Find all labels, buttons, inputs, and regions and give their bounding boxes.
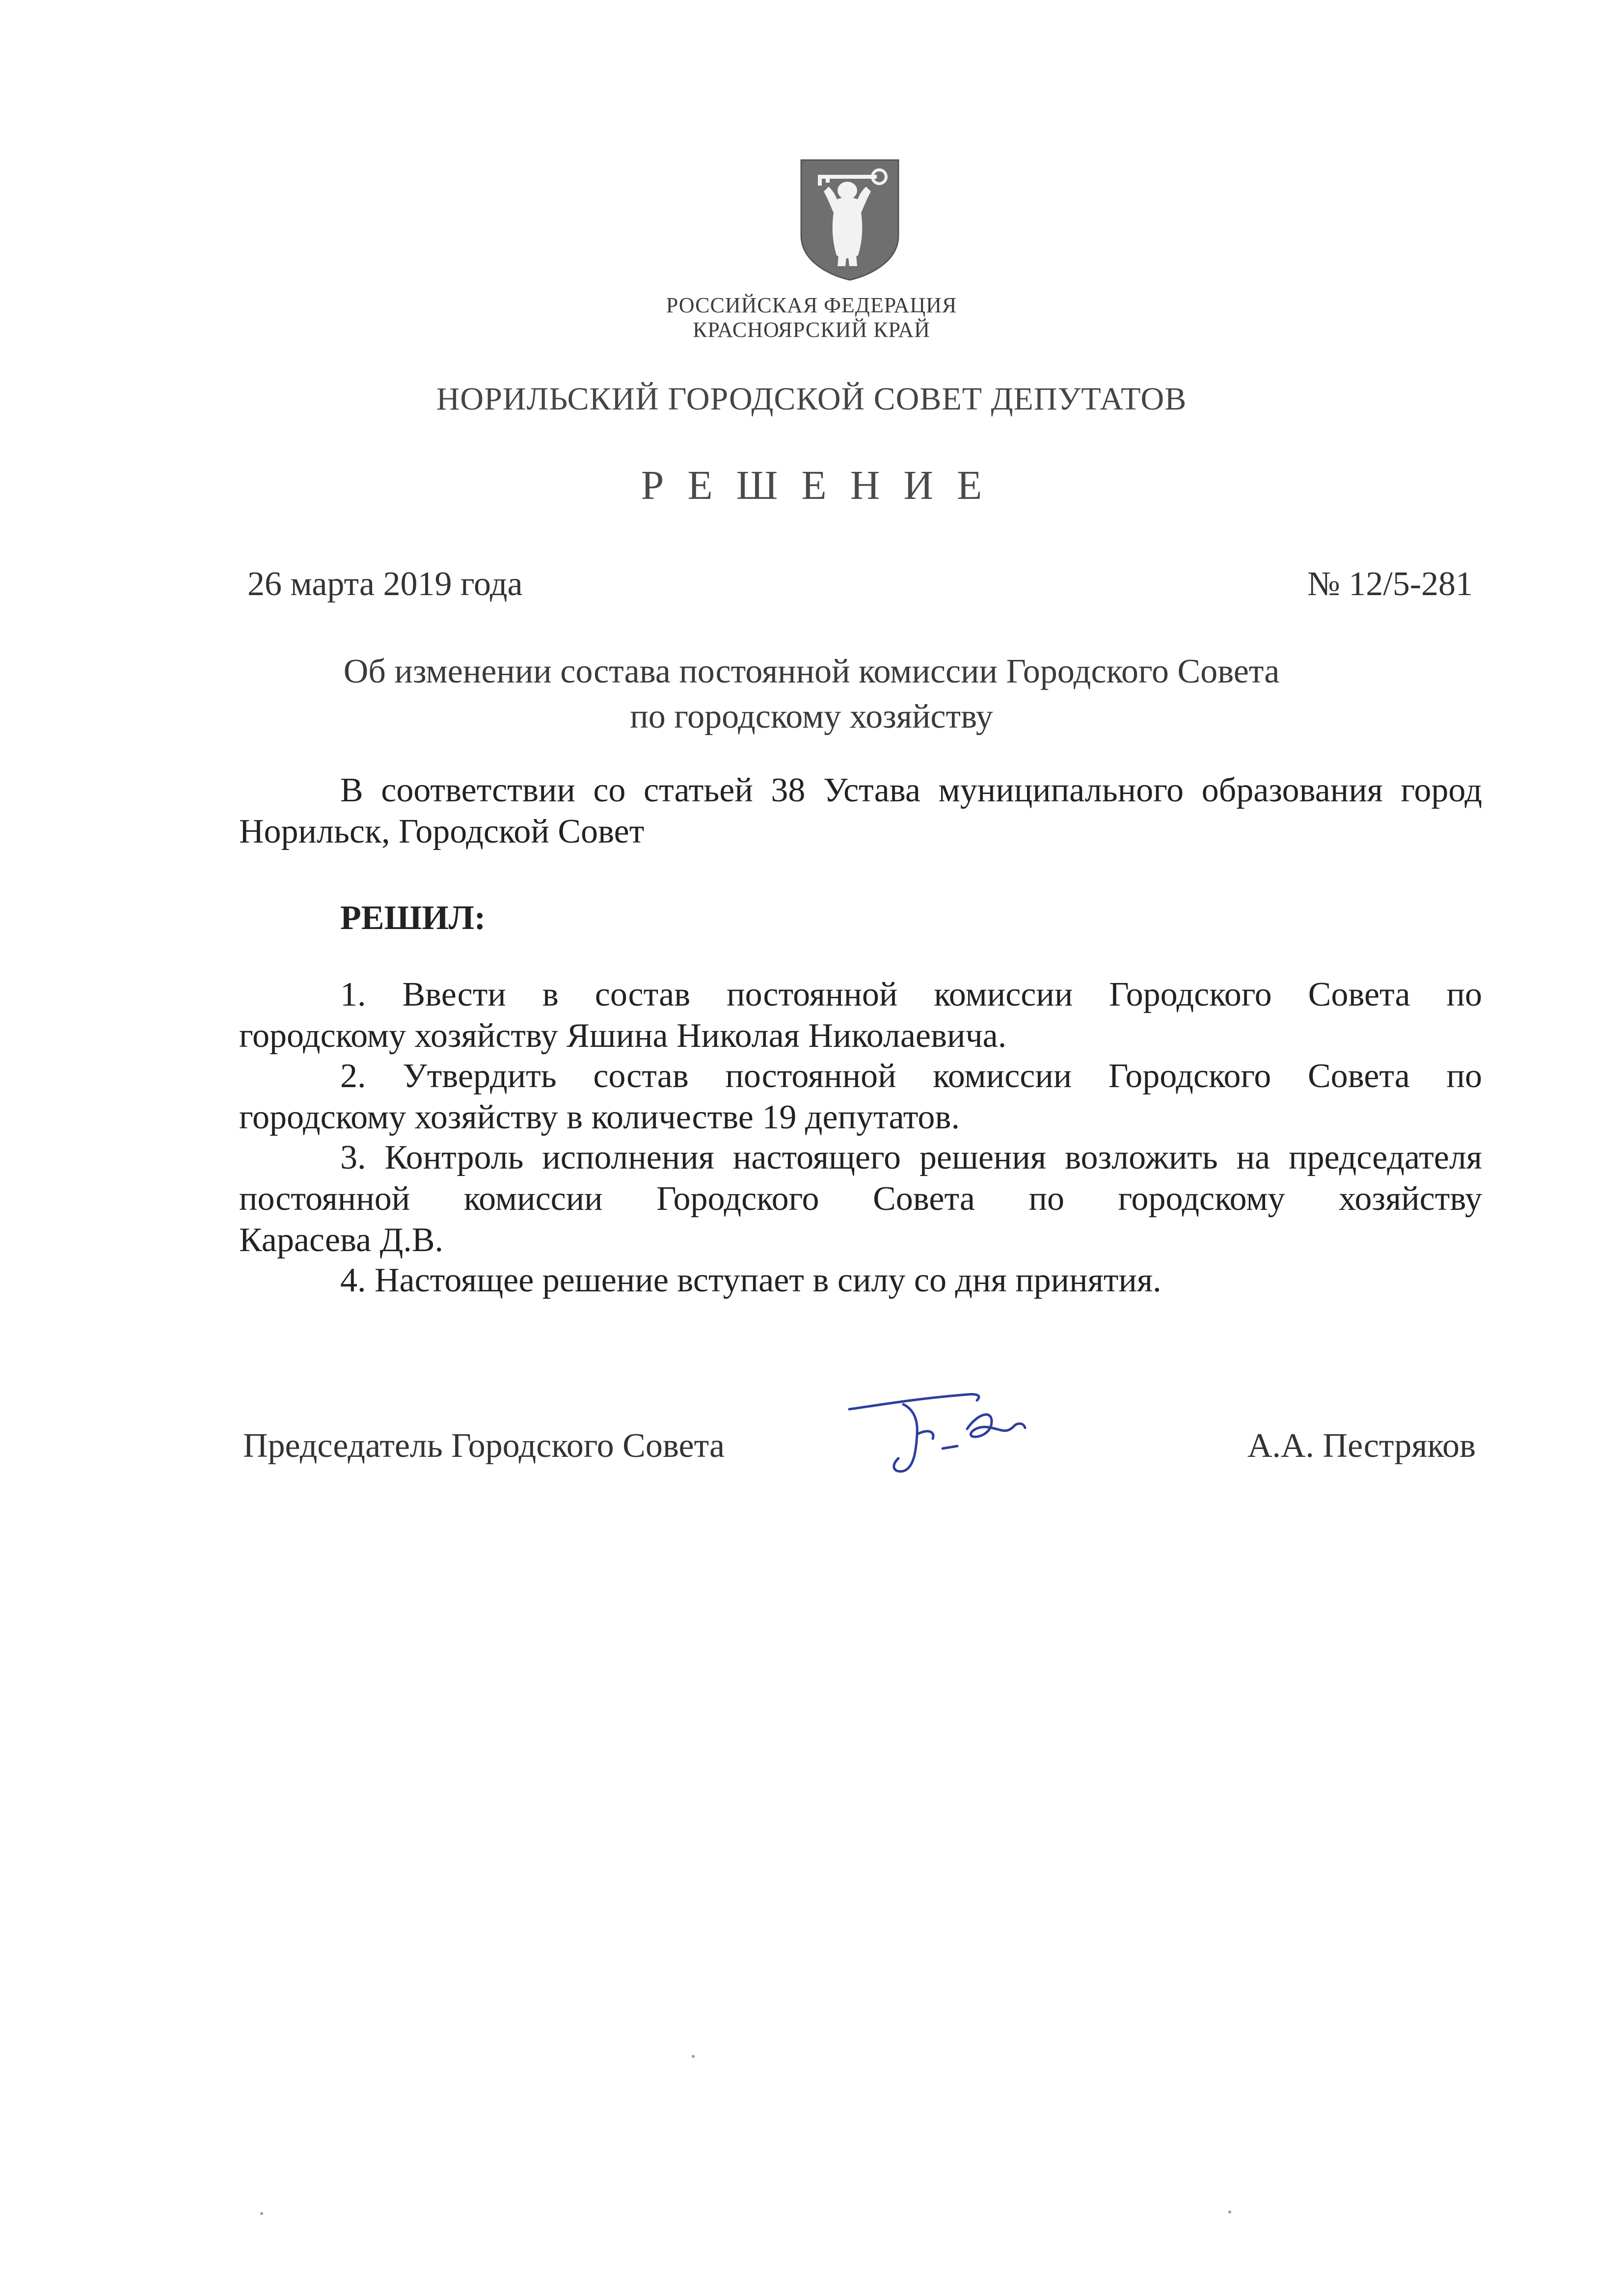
subject-line-2: по городскому хозяйству xyxy=(630,698,993,736)
preamble xyxy=(239,770,1482,852)
subject-line-1: Об изменении состава постоянной комиссии Городского Совета xyxy=(343,653,1280,690)
signatory-name: А.А. Пестряков xyxy=(1247,1427,1476,1465)
decision-item-3 xyxy=(239,1137,1482,1261)
decision-item-4 xyxy=(239,1260,1482,1301)
decision-item-1 xyxy=(239,974,1482,1057)
item-3-line-2: постоянной комиссии Городского Совета по городскому хозяйству xyxy=(239,1180,1482,1218)
signatory-title: Председатель Городского Совета xyxy=(243,1427,725,1465)
scan-speck xyxy=(692,2055,695,2058)
header-country: РОССИЙСКАЯ ФЕДЕРАЦИЯ xyxy=(666,293,957,317)
scan-speck xyxy=(1228,2211,1231,2214)
council-name: НОРИЛЬСКИЙ ГОРОДСКОЙ СОВЕТ ДЕПУТАТОВ xyxy=(436,381,1187,417)
decision-item-2 xyxy=(239,1056,1482,1138)
header-region: КРАСНОЯРСКИЙ КРАЙ xyxy=(693,318,930,342)
item-1-line-2: городскому хозяйству Яшина Николая Николаевича. xyxy=(239,1017,1007,1055)
item-2-line-2: городскому хозяйству в количестве 19 депутатов. xyxy=(239,1098,960,1136)
document-number: № 12/5-281 xyxy=(1307,565,1473,603)
item-4-line-1: 4. Настоящее решение вступает в силу со дня принятия. xyxy=(340,1261,1162,1299)
preamble-line-2: Норильск, Городской Совет xyxy=(239,813,645,850)
item-3-line-3: Карасева Д.В. xyxy=(239,1221,444,1259)
item-2-line-1: 2. Утвердить состав постоянной комиссии Городского Совета по xyxy=(340,1057,1482,1095)
preamble-line-1: В соответствии со статьей 38 Устава муниципального образования город xyxy=(340,771,1482,809)
scan-speck xyxy=(260,2212,263,2215)
handwritten-signature-icon xyxy=(844,1375,1070,1493)
item-3-line-1: 3. Контроль исполнения настоящего решения возложить на председателя xyxy=(340,1139,1482,1176)
document-date: 26 марта 2019 года xyxy=(247,565,523,603)
decided-label: РЕШИЛ: xyxy=(340,899,486,937)
coat-of-arms-icon xyxy=(798,157,901,282)
item-1-line-1: 1. Ввести в состав постоянной комиссии Городского Совета по xyxy=(340,976,1482,1013)
document-type-title: РЕШЕНИЕ xyxy=(641,463,1006,508)
